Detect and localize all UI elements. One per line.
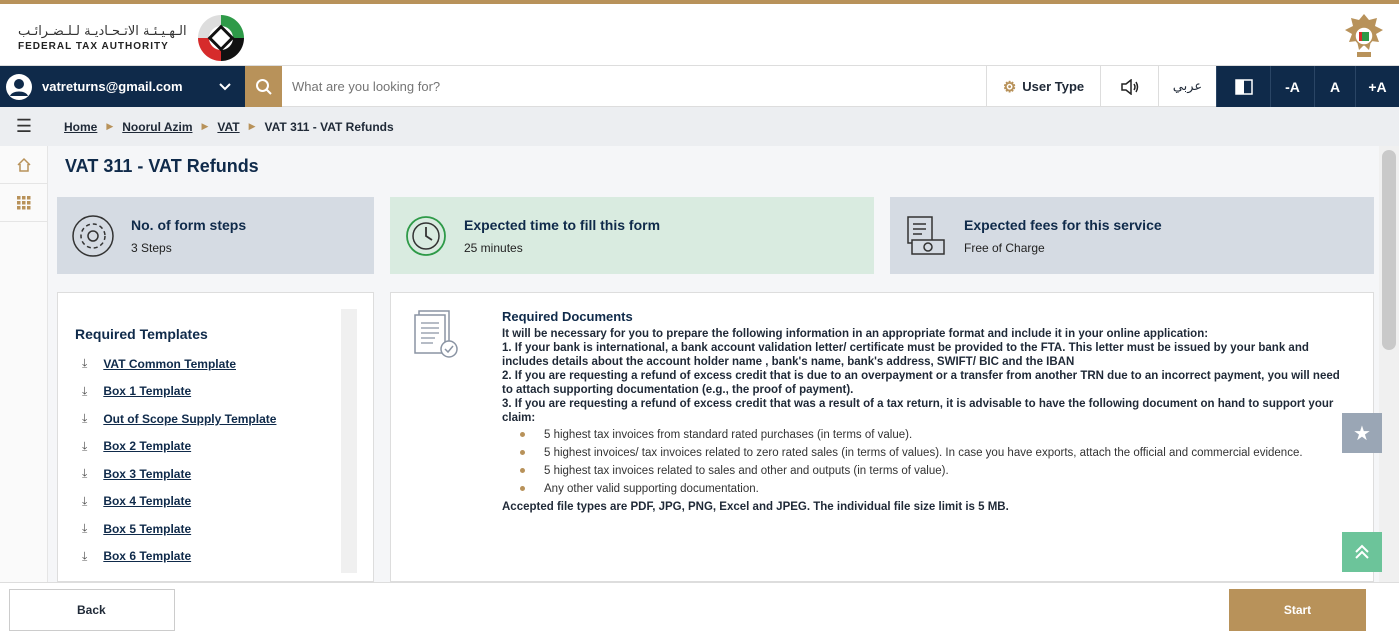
form-steps-text [131, 217, 246, 255]
required-documents-content [502, 310, 1352, 514]
page-scrollbar[interactable] [1379, 146, 1399, 582]
template-link[interactable]: Box 5 Template [103, 521, 192, 536]
user-type-button[interactable] [986, 66, 1100, 107]
expected-fees-text [964, 217, 1162, 255]
side-nav [0, 146, 48, 582]
logo-arabic-text: الـهـيـئـة الاتـحـاديـة لـلـضـرائـب [18, 24, 187, 39]
download-icon: ⤓ [82, 466, 88, 481]
template-item [82, 488, 276, 516]
speaker-button[interactable] [1100, 66, 1158, 107]
search-button[interactable] [245, 66, 282, 107]
document-bullet: Any other valid supporting documentation. [517, 482, 1352, 496]
documents-bullet-list [502, 428, 1352, 496]
breadcrumb-home[interactable]: Home [64, 119, 98, 134]
template-link[interactable]: Box 4 Template [103, 494, 192, 509]
top-header [0, 0, 1399, 65]
gear-steps-icon [71, 214, 115, 258]
page-scrollbar-thumb[interactable] [1382, 150, 1396, 350]
template-item [82, 378, 276, 406]
documents-point-1: 1. If your bank is international, a bank account validation letter/ certificate must be provided to the FTA. This letter must be issued by your bank and includes details about the account holder name , bank's name, bank's address, SWIFT/ BIC and the IBAN [502, 342, 1309, 368]
contrast-toggle-button[interactable] [1216, 66, 1270, 107]
template-item [82, 515, 276, 543]
expected-fees-title: Expected fees for this service [964, 216, 1162, 233]
breadcrumb-separator-icon: ▶ [106, 121, 114, 131]
breadcrumb-separator-icon: ▶ [248, 121, 256, 131]
document-bullet: 5 highest invoices/ tax invoices related to zero rated sales (in terms of values). In case you have exports, attach the official and commercial evidence. [517, 446, 1352, 460]
template-link[interactable]: Box 2 Template [103, 439, 192, 454]
documents-point-2: 2. If you are requesting a refund of excess credit that is due to an overpayment or a transfer from another TRN due to an incorrect payment, you will need to attach supporting documentation (e.g., the proof of payment). [502, 370, 1340, 396]
template-link[interactable]: Out of Scope Supply Template [103, 411, 277, 426]
expected-fees-card [890, 197, 1374, 274]
expected-time-value: 25 minutes [464, 240, 523, 255]
template-item [82, 405, 276, 433]
documents-file-note: Accepted file types are PDF, JPG, PNG, Excel and JPEG. The individual file size limit is 5 MB. [502, 501, 1009, 513]
uae-emblem-icon [1343, 12, 1385, 60]
required-documents-panel [390, 292, 1374, 582]
documents-intro: It will be necessary for you to prepare the following information in an appropriate format and include it in your online application: [502, 328, 1209, 340]
scroll-to-top-button[interactable] [1342, 532, 1382, 572]
template-link[interactable]: Box 3 Template [103, 466, 192, 481]
logo-text [18, 24, 187, 52]
expected-time-card [390, 197, 874, 274]
breadcrumb [48, 120, 394, 134]
search-input[interactable] [292, 66, 972, 107]
breadcrumb-user[interactable]: Noorul Azim [122, 119, 193, 134]
gear-icon: ⚙ [1002, 78, 1017, 96]
main-content [48, 146, 1379, 582]
breadcrumb-current: VAT 311 - VAT Refunds [264, 119, 394, 134]
breadcrumb-bar [0, 107, 1399, 146]
template-link[interactable]: Box 1 Template [103, 384, 192, 399]
receipt-money-icon [904, 214, 948, 258]
chevron-down-icon[interactable] [219, 80, 231, 94]
template-item [82, 350, 276, 378]
template-item [82, 433, 276, 461]
favorite-star-button[interactable] [1342, 413, 1382, 453]
download-icon: ⤓ [82, 521, 88, 536]
fta-logo[interactable] [18, 12, 247, 64]
user-type-label: User Type [1022, 79, 1085, 94]
form-steps-value: 3 Steps [131, 240, 172, 255]
main-navbar [0, 65, 1399, 107]
download-icon: ⤓ [82, 356, 88, 371]
templates-scrollbar[interactable] [341, 309, 357, 573]
star-icon: ★ [1353, 422, 1371, 445]
start-button[interactable]: Start [1229, 589, 1366, 631]
logo-english-text: FEDERAL TAX AUTHORITY [18, 41, 169, 52]
expected-fees-value: Free of Charge [964, 240, 1045, 255]
document-check-icon [413, 307, 465, 363]
search-icon [255, 78, 273, 96]
download-icon: ⤓ [82, 548, 88, 563]
hamburger-menu-icon[interactable]: ☰ [15, 116, 33, 136]
template-link[interactable]: VAT Common Template [103, 356, 236, 371]
documents-point-3: 3. If you are requesting a refund of excess credit that was a result of a tax return, it is advisable to have the following document on hand to support your claim: [502, 398, 1334, 424]
form-steps-card [57, 197, 374, 274]
home-icon[interactable] [0, 146, 47, 184]
back-button[interactable]: Back [9, 589, 175, 631]
language-toggle[interactable]: عربي [1158, 66, 1216, 107]
required-templates-title: Required Templates [75, 326, 208, 342]
user-avatar-icon [6, 74, 32, 100]
page-title: VAT 311 - VAT Refunds [65, 156, 259, 176]
template-item [82, 460, 276, 488]
expected-time-title: Expected time to fill this form [464, 216, 661, 233]
account-email: vatreturns@gmail.com [42, 79, 183, 94]
clock-icon [404, 214, 448, 258]
fta-logo-icon [195, 12, 247, 64]
document-bullet: 5 highest tax invoices from standard rated purchases (in terms of value). [517, 428, 1352, 442]
form-steps-title: No. of form steps [131, 216, 247, 233]
expected-time-text [464, 217, 660, 255]
required-documents-title: Required Documents [502, 309, 633, 324]
double-chevron-up-icon [1353, 543, 1371, 561]
speaker-icon [1120, 79, 1140, 95]
template-item [82, 543, 276, 571]
account-menu[interactable] [0, 66, 245, 107]
required-templates-panel [57, 292, 374, 582]
download-icon: ⤓ [82, 493, 88, 508]
font-increase-button[interactable]: +A [1355, 66, 1399, 107]
download-icon: ⤓ [82, 438, 88, 453]
footer-action-bar [0, 582, 1399, 637]
font-normal-button[interactable]: A [1314, 66, 1355, 107]
apps-grid-icon[interactable] [0, 184, 47, 222]
breadcrumb-vat[interactable]: VAT [217, 119, 240, 134]
download-icon: ⤓ [82, 383, 88, 398]
document-bullet: 5 highest tax invoices related to sales and other and outputs (in terms of value). [517, 464, 1352, 478]
download-icon: ⤓ [82, 411, 88, 426]
breadcrumb-separator-icon: ▶ [201, 121, 209, 131]
contrast-icon [1235, 79, 1253, 95]
font-decrease-button[interactable]: -A [1270, 66, 1314, 107]
template-link[interactable]: Box 6 Template [103, 549, 192, 564]
templates-list [82, 350, 276, 570]
